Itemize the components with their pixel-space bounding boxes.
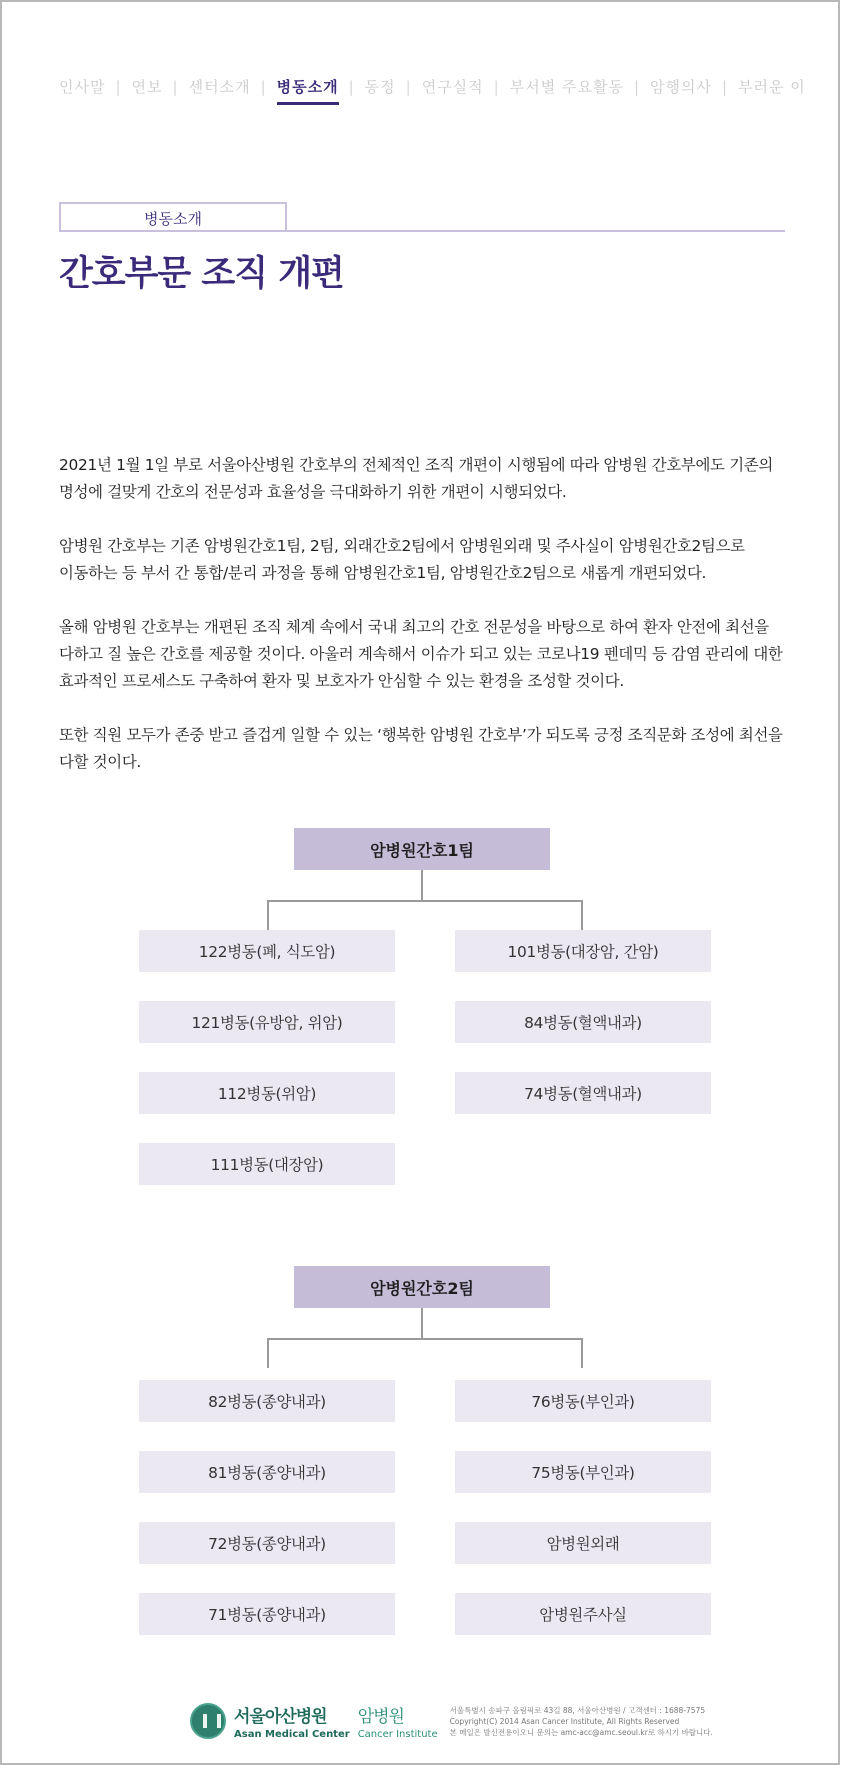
ward-box: 101병동(대장암, 간암) [455, 930, 711, 972]
hospital-logo-icon [190, 1703, 226, 1739]
ward-box: 84병동(혈액내과) [455, 1001, 711, 1043]
ward-box: 112병동(위암) [139, 1072, 395, 1114]
ward-box: 72병동(종양내과) [139, 1522, 395, 1564]
ward-box: 75병동(부인과) [455, 1451, 711, 1493]
org-head-team-1: 암병원간호1팀 [294, 828, 550, 870]
nav-item-3[interactable]: 병동소개 [277, 76, 339, 105]
ward-box: 121병동(유방암, 위암) [139, 1001, 395, 1043]
connector [267, 1338, 269, 1368]
nav-separator: | [172, 77, 179, 96]
article-body [59, 452, 785, 803]
nav-item-5[interactable]: 연구실적 [421, 78, 484, 96]
nav-item-2[interactable]: 센터소개 [188, 78, 251, 96]
ward-box: 71병동(종양내과) [139, 1593, 395, 1635]
paragraph-3: 올해 암병원 간호부는 개편된 조직 체계 속에서 국내 최고의 간호 전문성을 바탕으로 하여 환자 안전에 최선을 다하고 질 높은 간호를 제공할 것이다. 아울러 계속해서 이슈가 되고 있는 코로나19 펜데믹 등 감염 관리에 대한 효과적인 프로세스도 구축하여 환자 및 보호자가 안심할 수 있는 환경을 조성할 것이다. [59, 618, 783, 690]
page-title: 간호부문 조직 개편 [59, 254, 344, 294]
nav-separator: | [348, 77, 355, 96]
connector [421, 1308, 423, 1338]
connector [267, 900, 583, 902]
brand-block [234, 1702, 350, 1740]
sub-brand-en: Cancer Institute [357, 1729, 438, 1740]
paragraph-4: 또한 직원 모두가 존중 받고 즐겁게 일할 수 있는 ‘행복한 암병원 간호부’가 되도록 긍정 조직문화 조성에 최선을 다할 것이다. [59, 726, 783, 771]
footer-copyright: Copyright(C) 2014 Asan Cancer Institute, All Rights Reserved [449, 1716, 680, 1726]
nav-separator: | [493, 77, 500, 96]
sub-brand-ko: 암병원 [357, 1707, 404, 1727]
section-divider [59, 230, 785, 232]
nav-item-7[interactable]: 암행의사 [650, 78, 712, 96]
paragraph-2: 암병원 간호부는 기존 암병원간호1팀, 2팀, 외래간호2팀에서 암병원외래 및 주사실이 암병원간호2팀으로 이동하는 등 부서 간 통합/분리 과정을 통해 암병원간호1팀, 암병원간호2팀으로 새롭게 개편되었다. [59, 537, 745, 582]
ward-box: 암병원주사실 [455, 1593, 711, 1635]
nav-item-4[interactable]: 동정 [364, 78, 396, 96]
ward-box: 암병원외래 [455, 1522, 711, 1564]
connector [421, 870, 423, 900]
ward-box: 81병동(종양내과) [139, 1451, 395, 1493]
nav-separator: | [405, 77, 412, 96]
ward-box: 111병동(대장암) [139, 1143, 395, 1185]
nav-item-8[interactable]: 부러운 이 [738, 78, 806, 96]
nav-separator: | [115, 77, 122, 96]
brand-name-ko: 서울아산병원 [234, 1707, 327, 1727]
connector [267, 900, 269, 930]
top-navigation [59, 76, 806, 105]
org-head-team-2: 암병원간호2팀 [294, 1266, 550, 1308]
ward-box: 74병동(혈액내과) [455, 1072, 711, 1114]
section-tab [59, 202, 287, 232]
nav-separator: | [721, 77, 729, 96]
nav-item-1[interactable]: 연보 [131, 78, 163, 96]
footer-notice: 본 메일은 발신전용이오니 문의는 amc-acc@amc.seoul.kr로 하시기 바랍니다. [449, 1727, 713, 1737]
connector [267, 1338, 583, 1340]
footer-address: 서울특별시 송파구 올림픽로 43길 88, 서울아산병원 / 고객센터 : 1688-7575 [449, 1705, 706, 1715]
footer-info [450, 1705, 713, 1738]
paragraph-1: 2021년 1월 1일 부로 서울아산병원 간호부의 전체적인 조직 개편이 시행됨에 따라 암병원 간호부에도 기존의 명성에 걸맞게 간호의 전문성과 효율성을 극대화하기 위한 개편이 시행되었다. [59, 456, 773, 501]
nav-separator: | [260, 77, 267, 96]
nav-item-0[interactable]: 인사말 [59, 78, 106, 96]
ward-box: 122병동(폐, 식도암) [139, 930, 395, 972]
nav-separator: | [633, 77, 640, 96]
ward-box: 76병동(부인과) [455, 1380, 711, 1422]
sub-brand-block [358, 1702, 438, 1740]
footer [190, 1702, 713, 1740]
connector [581, 900, 583, 930]
brand-name-en: Asan Medical Center [234, 1729, 350, 1740]
ward-box: 82병동(종양내과) [139, 1380, 395, 1422]
nav-item-6[interactable]: 부서별 주요활동 [509, 78, 624, 96]
section-tab-label: 병동소개 [144, 209, 202, 228]
connector [581, 1338, 583, 1368]
